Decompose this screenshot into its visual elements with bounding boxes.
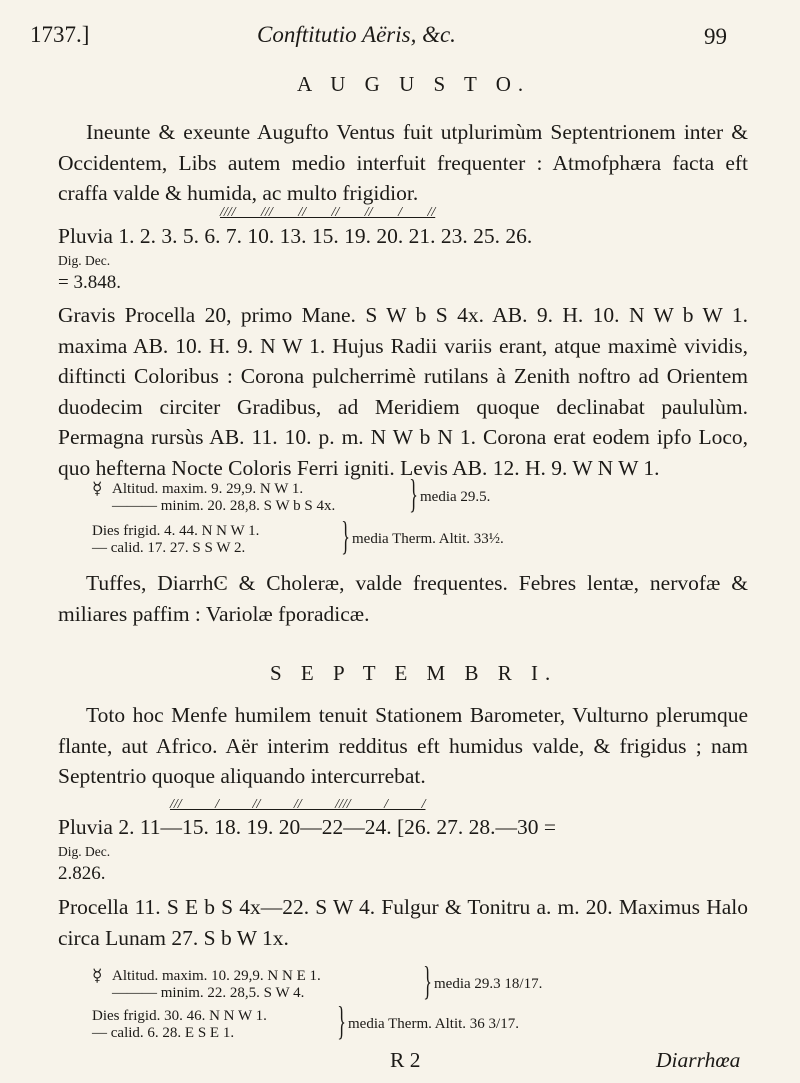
section-title-september: S E P T E M B R I. (270, 661, 558, 685)
august-paragraph-3 (58, 568, 748, 629)
august-paragraph-3-text: Tuffes, DiarrhϾ & Choleræ, valde frequentes. Febres lentæ, nervofæ & miliares paffim : Variolæ fporadicæ. (58, 571, 748, 626)
september-pluvia-line: Pluvia 2. 11—15. 18. 19. 20—22—24. [26. 27. 28.—30 = (58, 815, 557, 839)
august-altitud-max: Altitud. maxim. 9. 29,9. N W 1. (112, 481, 304, 497)
september-dies-frigid: Dies frigid. 30. 46. N N W 1. (92, 1008, 267, 1024)
mercury-symbol: ☿ (92, 479, 103, 498)
september-dig-dec: Dig. Dec. (58, 844, 111, 859)
august-dig-dec: Dig. Dec. (58, 253, 111, 268)
catchword: Diarrhœa (656, 1048, 741, 1072)
august-paragraph-2 (58, 300, 748, 483)
september-paragraph-1 (58, 700, 748, 792)
august-total: = 3.848. (58, 272, 121, 293)
section-title-august: A U G U S T O. (297, 72, 531, 96)
signature-mark: R 2 (390, 1048, 421, 1072)
august-dies-calid: — calid. 17. 27. S S W 2. (92, 540, 246, 556)
august-pluvia-line: Pluvia 1. 2. 3. 5. 6. 7. 10. 13. 15. 19. 20. 21. 23. 25. 26. (58, 224, 533, 248)
august-paragraph-1-text: Ineunte & exeunte Augufto Ventus fuit utplurimùm Septentrionem inter & Occidentem, Libs autem medio interfuit frequenter : Atmofphæra facta eft craffa valde & humida, ac multo frigidior. (58, 120, 748, 205)
august-media-barometer: media 29.5. (420, 489, 491, 505)
september-paragraph-2 (58, 892, 748, 953)
header-year: 1737.] (30, 22, 90, 47)
brace-icon: } (409, 471, 418, 516)
august-paragraph-2-text: Gravis Procella 20, primo Mane. S W b S 4x. AB. 9. H. 10. N W b W 1. maxima AB. 10. H. 9. N W 1. Hujus Radii variis erant, atque maximè vividis, diftincti Coloribus : Corona pulcherrimè rutilans à Zenith noftro ad Orientem duodecim circiter Gradibus, ad Meridiem quoque declinabat paululùm. Permagna rursùs AB. 11. 10. p. m. N W b N 1. Corona erat eodem ipfo Loco, quo hefterna Nocte Coloris Ferri igniti. Levis AB. 12. H. 9. W N W 1. (58, 303, 748, 480)
september-altitud-max: Altitud. maxim. 10. 29,9. N N E 1. (112, 968, 321, 984)
august-paragraph-1 (58, 117, 748, 209)
august-rain-marks: //// /// // // // / // (220, 205, 436, 220)
august-media-therm: media Therm. Altit. 33½. (352, 531, 504, 547)
september-rain-marks: /// / // // //// / / (170, 797, 426, 812)
running-title: Conftitutio Aëris, &c. (257, 22, 456, 47)
brace-icon: } (341, 513, 350, 558)
september-altitud-min: ——— minim. 22. 28,5. S W 4. (112, 985, 305, 1001)
september-media-barometer: media 29.3 18/17. (434, 976, 543, 992)
august-dies-frigid: Dies frigid. 4. 44. N N W 1. (92, 523, 260, 539)
september-paragraph-1-text: Toto hoc Menfe humilem tenuit Stationem Barometer, Vulturno plerumque flante, aut Africo. Aër interim redditus eft humidus valde, & frigidus ; nam Septentrio quoque aliquando intercurrebat. (58, 703, 748, 788)
september-paragraph-2-text: Procella 11. S E b S 4x—22. S W 4. Fulgur & Tonitru a. m. 20. Maximus Halo circa Lunam 27. S b W 1x. (58, 895, 748, 950)
brace-icon: } (423, 958, 432, 1003)
august-altitud-min: ——— minim. 20. 28,8. S W b S 4x. (112, 498, 336, 514)
brace-icon: } (337, 998, 346, 1043)
mercury-symbol: ☿ (92, 966, 103, 985)
september-dies-calid: — calid. 6. 28. E S E 1. (92, 1025, 235, 1041)
page-number: 99 (704, 24, 727, 49)
september-media-therm: media Therm. Altit. 36 3/17. (348, 1016, 519, 1032)
september-total: 2.826. (58, 863, 106, 884)
